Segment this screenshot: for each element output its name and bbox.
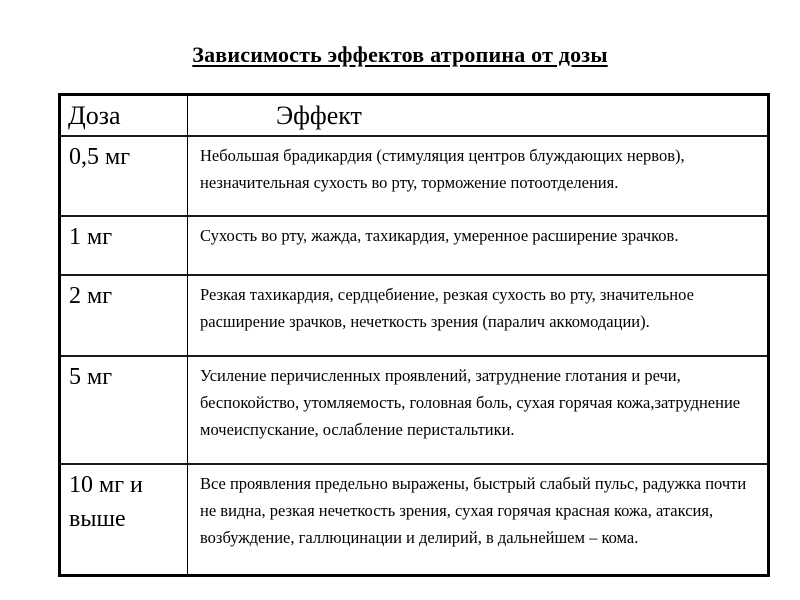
effect-cell-5mg: Усиление перичисленных проявлений, затруднение глотания и речи, беспокойство, утомляемость, головная боль, сухая горячая кожа,затруднение мочеиспускание, ослабление перистальтики. <box>188 357 767 465</box>
effect-cell-10mg-and-above: Все проявления предельно выражены, быстрый слабый пульс, радужка почти не видна, резкая нечеткость зрения, сухая горячая красная кожа, атаксия, возбуждение, галлюцинации и делирий, в дальнейшем – кома. <box>200 474 747 547</box>
table-header-dose: Доза <box>61 96 188 137</box>
dose-cell-0-5mg: 0,5 мг <box>61 137 188 217</box>
dose-cell-5mg: 5 мг <box>61 357 188 465</box>
dose-cell-1mg: 1 мг <box>61 217 188 276</box>
effect-cell-0-5mg: Небольшая брадикардия (стимуляция центров блуждающих нервов), незначительная сухость во рту, торможение потоотделения. <box>188 137 767 217</box>
slide-title: Зависимость эффектов атропина от дозы <box>192 42 608 67</box>
dose-cell-2mg: 2 мг <box>61 276 188 357</box>
table-header-effect: Эффект <box>188 96 767 137</box>
dose-effect-table <box>58 93 770 577</box>
effect-cell-1mg: Сухость во рту, жажда, тахикардия, умеренное расширение зрачков. <box>188 217 767 276</box>
effect-cell-2mg: Резкая тахикардия, сердцебиение, резкая сухость во рту, значительное расширение зрачков, нечеткость зрения (паралич аккомодации). <box>188 276 767 357</box>
dose-cell-10mg-and-above: 10 мг и выше <box>61 465 188 574</box>
